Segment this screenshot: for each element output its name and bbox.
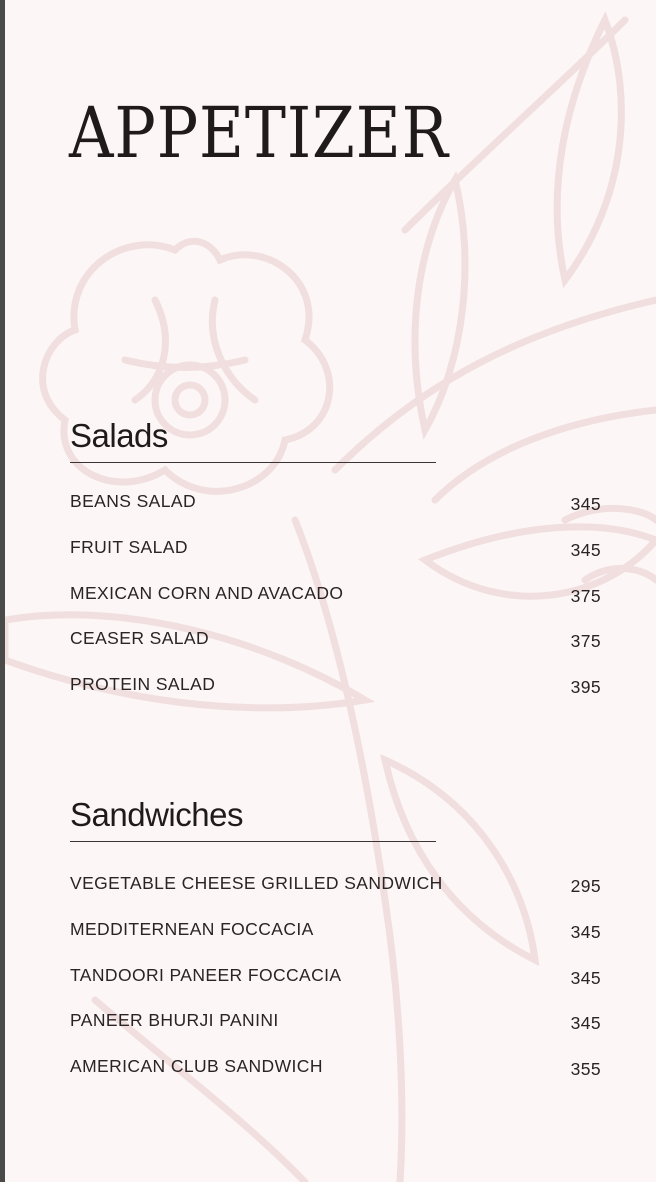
menu-item-price: 355: [570, 1059, 601, 1080]
menu-item-price: 375: [570, 585, 601, 606]
section-divider: [70, 841, 436, 842]
menu-item-price: 375: [570, 631, 601, 652]
salads-section: [70, 414, 601, 720]
section-divider: [70, 462, 436, 463]
menu-item-name: VEGETABLE CHEESE GRILLED SANDWICH: [70, 873, 443, 893]
menu-item-price: 345: [570, 967, 601, 988]
menu-item: [70, 583, 601, 629]
menu-page: [5, 0, 656, 1182]
salads-item-list: [70, 491, 601, 720]
menu-item-price: 345: [570, 1013, 601, 1034]
menu-item-name: PROTEIN SALAD: [70, 674, 216, 695]
menu-item-name: MEDDITERNEAN FOCCACIA: [70, 918, 314, 939]
menu-item-price: 345: [570, 539, 601, 560]
menu-title: APPETIZER: [69, 92, 449, 174]
menu-item: [70, 873, 601, 919]
menu-item-name: CEASER SALAD: [70, 628, 210, 649]
menu-item-name: PANEER BHURJI PANINI: [70, 1010, 279, 1031]
menu-item: [70, 491, 601, 537]
sandwiches-section: [70, 793, 601, 1102]
menu-item-name: BEANS SALAD: [70, 491, 196, 511]
section-title-sandwiches: Sandwiches: [70, 796, 243, 833]
menu-item-price: 295: [570, 876, 601, 896]
menu-item-name: TANDOORI PANEER FOCCACIA: [70, 964, 342, 985]
menu-item: [70, 674, 601, 720]
sandwiches-item-list: [70, 873, 601, 1102]
menu-item: [70, 1056, 601, 1102]
menu-item-price: 395: [570, 677, 601, 698]
menu-item-name: FRUIT SALAD: [70, 536, 188, 557]
menu-item: [70, 1010, 601, 1056]
menu-item-price: 345: [570, 921, 601, 942]
menu-item: [70, 628, 601, 674]
menu-item: [70, 537, 601, 583]
menu-item: [70, 919, 601, 965]
menu-item: [70, 965, 601, 1011]
menu-item-name: MEXICAN CORN AND AVACADO: [70, 582, 344, 603]
section-title-salads: Salads: [70, 417, 168, 454]
menu-item-name: AMERICAN CLUB SANDWICH: [70, 1056, 323, 1077]
menu-item-price: 345: [570, 494, 601, 514]
